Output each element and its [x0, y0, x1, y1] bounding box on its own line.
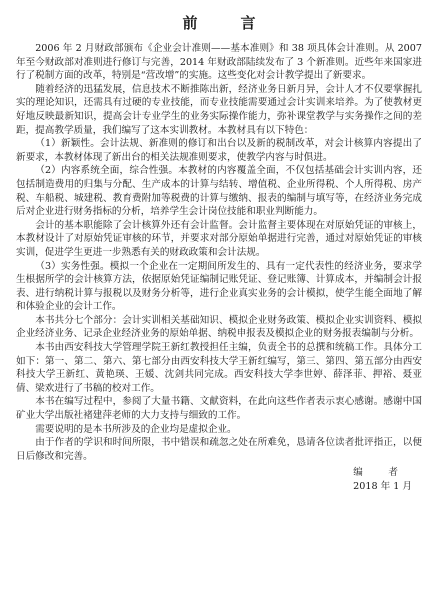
paragraph-8: 本书由西安科技大学管理学院王新红教授担任主编，负责全书的总撰和统稿工作。具体分工如下：第一、第二、第六、第七部分由西安科技大学王新红编写，第三、第四、第五部分由西安科技大学王新红、黄艳瑛、王媛、沈剑共同完成。西安科技大学李世婷、薛泽菲、押裕、聂亚倩、梁欢进行了书稿的校对工作。	[16, 342, 422, 394]
paragraph-2: 随着经济的迅猛发展，信息技术不断推陈出新，经济业务日新月异，会计人才不仅要掌握扎实的理论知识，还需具有过硬的专业技能，而专业技能需要通过会计实训来培养。为了使教材更好地反映最新知识，提高会计专业学生的业务实际操作能力，弥补课堂教学与实务操作之间的差距，提高教学质量，我们编写了这本实训教材。本教材具有以下特色：	[16, 83, 422, 136]
page-title: 前 言	[182, 14, 270, 32]
paragraph-6: （3）实务性强。模拟一个企业在一定期间所发生的、具有一定代表性的经济业务，要求学生根据所学的会计核算方法，依据原始凭证编制记账凭证、登记账簿、计算成本，并编制会计报表、进行纳税计算与报税以及财务分析等，进行企业真实业务的会计模拟，使学生能全面地了解和体验企业的会计工作。	[16, 260, 422, 313]
signature-date: 2018 年 1 月	[353, 481, 412, 492]
paragraph-9: 本书在编写过程中，参阅了大量书籍、文献资料，在此向这些作者表示衷心感谢。感谢中国矿业大学出版社褚建萍老师的大力支持与细致的工作。	[16, 396, 422, 422]
paragraph-11: 由于作者的学识和时间所限，书中错误和疏忽之处在所难免，恳请各位读者批评指正，以便日后修改和完善。	[16, 437, 422, 462]
preface-body	[16, 42, 422, 463]
paragraph-10: 需要说明的是本书所涉及的企业均是虚拟企业。	[35, 423, 237, 435]
paragraph-5: 会计的基本职能除了会计核算外还有会计监督。会计监督主要体现在对原始凭证的审核上，本教材设计了对原始凭证审核的环节，并要求对部分原始单据进行完善，通过对原始凭证的审核实训，促进学生更进一步熟悉有关的财政政策和会计法规。	[16, 219, 422, 258]
signature-author: 编 者	[353, 467, 406, 479]
paragraph-3: （1）新颖性。会计法规、新准则的修订和出台以及新的税制改革，对会计核算内容提出了新要求，本教材体现了新出台的相关法规准则要求，使教学内容与时俱进。	[16, 138, 422, 163]
paragraph-1: 2006 年 2 月财政部颁布《企业会计准则——基本准则》和 38 项具体会计准则。从 2007 年至今财政部对准则进行修订与完善，2014 年财政部陆续发布了 3 个新准则。近些年来国家进行了税制方面的改革，特别是“营改增”的实施。这些变化对会计教学提出了新要求。	[16, 43, 422, 82]
paragraph-4: （2）内容系统全面，综合性强。本教材的内容覆盖全面，不仅包括基础会计实训内容，还包括制造费用的归集与分配、生产成本的计算与结转、增值税、企业所得税、个人所得税、房产税、车船税、城建税、教育费附加等税费的计算与缴纳、报表的编制与填写等，在经济业务完成后对企业进行财务指标的分析，培养学生会计岗位技能和职业判断能力。	[16, 165, 422, 218]
paragraph-7: 本书共分七个部分：会计实训相关基础知识、模拟企业财务政策、模拟企业实训资料、模拟企业经济业务、记录企业经济业务的原始单据、纳税申报表及模拟企业的财务报表编制与分析。	[16, 314, 422, 340]
signature-block	[16, 466, 422, 493]
